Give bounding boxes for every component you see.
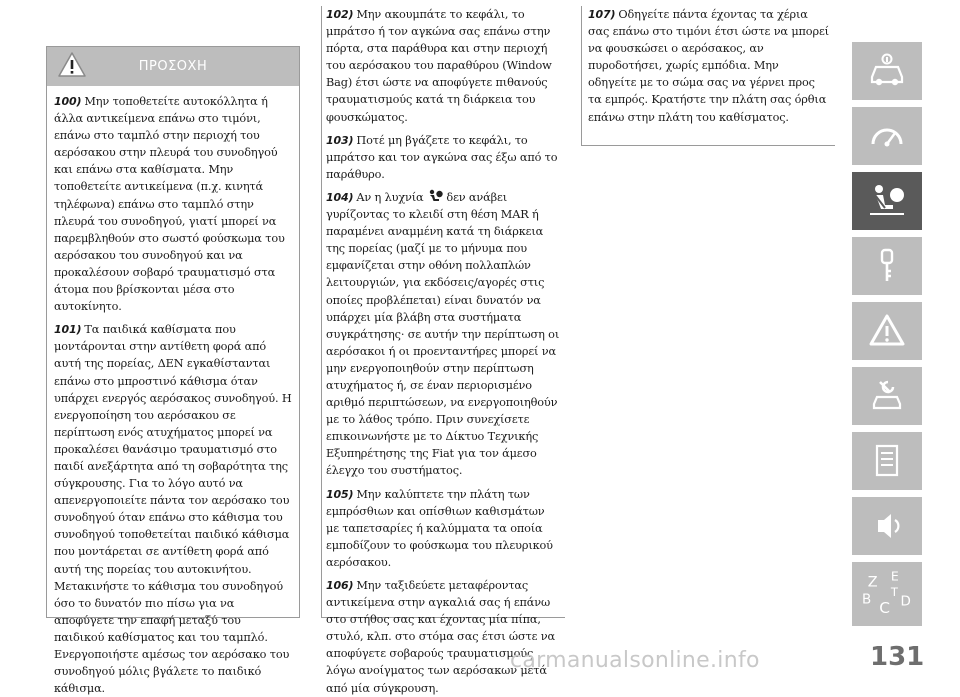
airbag-seatbelt-icon (866, 181, 908, 221)
airbag-warning-light-icon (427, 189, 443, 203)
warning-header (47, 47, 299, 86)
tab-maintenance[interactable] (852, 367, 922, 425)
tab-dashboard[interactable] (852, 107, 922, 165)
warning-paragraph-106 (326, 577, 560, 697)
warning-box (46, 46, 300, 696)
paragraph-number: 104) (326, 190, 354, 204)
paragraph-text: δεν ανάβει γυρίζοντας το κλειδί στη θέση MAR ή παραμένει αναμμένη κατά τη διάρκεια της πορείας (μαζί με το μήνυμα που εμφανίζεται στην οθόνη πολλαπλών λειτουργιών, για εκδόσεις/αγορές στις οποίες προβλέπεται) είναι δυνατόν να υπάρχει μία βλάβη στα συστήματα συγκράτησης· σε αυτήν την περίπτωση οι αερόσακοι ή οι προενταντήρες μπορεί να μην ενεργοποιηθούν στην περίπτωση ατυχήματος ή, σε έναν περιορισμένο αριθμό περιπτώσεων, να ενεργοποιηθούν με το λάθος τρόπο. Πριν συνεχίσετε επικοινωνήστε με το Δίκτυο Τεχνικής Εξυπηρέτησης της Fiat για τον άμεσο έλεγχο του συστήματος. (326, 190, 560, 478)
paragraph-number: 102) (326, 8, 354, 21)
dashboard-gauge-icon (866, 116, 908, 156)
tab-starting[interactable] (852, 237, 922, 295)
index-letter: T (890, 584, 898, 599)
alphabet-index-icon (858, 569, 916, 619)
paragraph-number: 103) (326, 133, 354, 147)
paragraph-text: Μην τοποθετείτε αυτοκόλλητα ή άλλα αντικείμενα επάνω στο τιμόνι, επάνω στο ταμπλό στην περιοχή του αερόσακου στην πλευρά του συνοδηγού και επάνω στα καθίσματα. Μην τοποθετείτε αντικείμενα (π.χ. κινητά τηλέφωνα) επάνω στο ταμπλό στην πλευρά του συνοδηγού, γιατί μπορεί να παρεμβληθούν στο σωστό φούσκωμα του αερόσακου του συνοδηγού και να προκαλέσουν σοβαρό τραυματισμό στα άτομα που βρίσκονται μέσα στο αυτοκίνητο. (54, 95, 285, 314)
tab-car-info[interactable] (852, 42, 922, 100)
paragraph-text: Τα παιδικά καθίσματα που μοντάρονται στην αντίθετη φορά από αυτή της πορείας, ΔΕΝ εγκαθίστανται επάνω στο μπροστινό κάθισμα όταν υπάρχει ενεργός αερόσακος συνοδηγού. Η ενεργοποίηση του αερόσακου σε περίπτωση ενός ατυχήματος μπορεί να προκαλέσει θανάσιμο τραυματισμό στο παιδί ανεξάρτητα από τη σοβαρότητα της σύγκρουσης. Για το λόγο αυτό να απενεργοποιείτε πάντα τον αερόσακο του συνοδηγού όταν επάνω στο κάθισμα του συνοδηγού τοποθετείται παιδικό κάθισμα που μοντάρεται σε αντίθετη φορά από αυτή της πορείας του αυτοκινήτου. Μετακινήστε το κάθισμα του συνοδηγού όσο το δυνατόν πιο πίσω για να αποφύγετε την επαφή μεταξύ του παιδικού καθίσματος και του ταμπλό. Ενεργοποιήστε αμέσως τον αερόσακο του συνοδηγού μόλις βγάλετε το παιδικό κάθισμα. (54, 323, 292, 696)
warning-paragraph-102 (326, 6, 560, 126)
warning-triangle-icon (57, 51, 87, 79)
warning-title: ΠΡΟΣΟΧΗ (138, 58, 208, 74)
key-icon (866, 246, 908, 286)
warning-paragraph-107 (588, 6, 830, 126)
tab-emergency[interactable] (852, 302, 922, 360)
paragraph-text: Ποτέ μη βγάζετε το κεφάλι, το μπράτσο και τον αγκώνα σας έξω από το παράθυρο. (326, 133, 558, 181)
index-letter: E (890, 568, 899, 584)
index-letter: C (879, 599, 891, 618)
section-tabs (852, 42, 922, 633)
index-letter: Z (867, 574, 878, 591)
paragraph-text: Μην ταξιδεύετε μεταφέροντας αντικείμενα στην αγκαλιά σας ή επάνω στο στήθος σας και έχοντας μία πίπα, στυλό, κλπ. στο στόμα σας έτσι ώστε να αποφύγετε σοβαρούς τραυματισμούς λόγω ανοίγματος των αερόσακων μετά από μία σύγκρουση. (326, 579, 555, 695)
warning-paragraph-104 (326, 189, 560, 480)
paragraph-text: Μην καλύπτετε την πλάτη των εμπρόσθιων και οπίσθιων καθισμάτων με ταπετσαρίες ή καλύμματα τα οποία εμποδίζουν το φούσκωμα του πλευρικού αερόσακου. (326, 487, 553, 569)
spec-sheet-icon (866, 441, 908, 481)
paragraph-number: 105) (326, 487, 354, 501)
index-letter: B (862, 592, 872, 608)
tab-multimedia[interactable] (852, 497, 922, 555)
warning-paragraph-105 (326, 486, 560, 571)
paragraph-number: 106) (326, 579, 354, 592)
page-number: 131 (870, 642, 925, 672)
warning-triangle-icon (866, 311, 908, 351)
paragraph-text: Αν η λυχνία (356, 190, 424, 204)
tab-safety[interactable] (852, 172, 922, 230)
car-info-icon (866, 51, 908, 91)
index-letter: D (900, 594, 911, 610)
media-icon (866, 506, 908, 546)
warnings-column-2 (321, 6, 565, 695)
paragraph-number: 107) (588, 8, 616, 21)
tab-index[interactable] (852, 562, 922, 626)
paragraph-number: 100) (54, 95, 82, 108)
warnings-column-3 (581, 6, 835, 146)
warning-paragraph-103 (326, 132, 560, 183)
watermark: carmanualsonline.info (510, 648, 760, 673)
paragraph-text: Μην ακουμπάτε το κεφάλι, το μπράτσο ή τον αγκώνα σας επάνω στην πόρτα, στα παράθυρα και στην περιοχή του αερόσακου του παραθύρου (Window Bag) έτσι ώστε να αποφύγετε πιθανούς τραυματισμούς κατά τη διάρκεια του φουσκώματος. (326, 8, 552, 124)
paragraph-number: 101) (54, 323, 82, 337)
warning-paragraph-101 (54, 321, 293, 697)
warning-paragraph-100 (54, 93, 293, 315)
paragraph-text: Οδηγείτε πάντα έχοντας τα χέρια σας επάνω στο τιμόνι έτσι ώστε να μπορεί να φουσκώσει ο αερόσακος, αν πυροδοτήσει, χωρίς εμπόδια. Μην οδηγείτε με το σώμα σας να γέρνει προς τα εμπρός. Κρατήστε την πλάτη σας όρθια επάνω στην πλάτη του καθίσματος. (588, 8, 829, 124)
tab-specifications[interactable] (852, 432, 922, 490)
wrench-car-icon (866, 376, 908, 416)
